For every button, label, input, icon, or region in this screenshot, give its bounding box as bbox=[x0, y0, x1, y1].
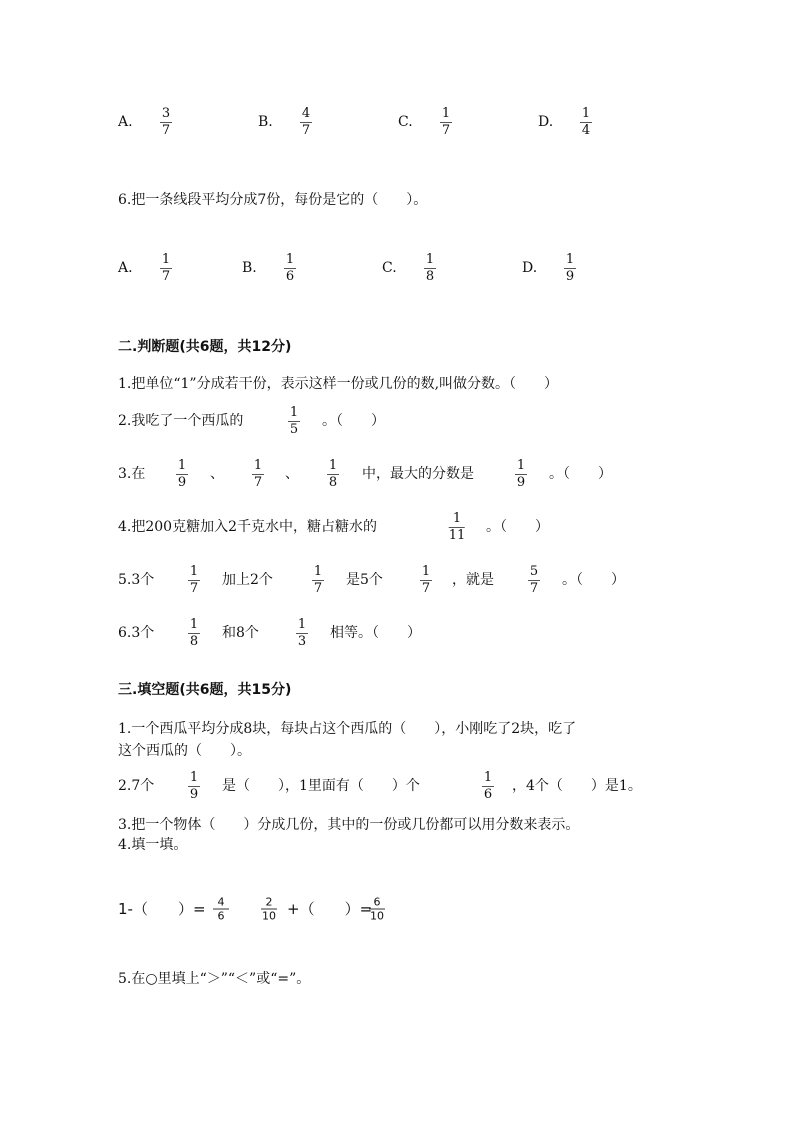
equation-text: +（ ）= bbox=[287, 900, 373, 918]
option-label: B. bbox=[258, 114, 273, 130]
fraction: 1 5 bbox=[289, 405, 299, 437]
question-text: 3.把一个物体（ ）分成几份，其中的一份或几份都可以用分数来表示。 bbox=[118, 817, 580, 833]
fraction: 1 9 bbox=[516, 458, 526, 490]
fraction: 2 10 bbox=[262, 895, 276, 923]
fraction: 1 9 bbox=[565, 252, 575, 284]
question-text: 6.3个 bbox=[118, 625, 155, 641]
fraction: 1 7 bbox=[313, 564, 323, 596]
fraction: 1 7 bbox=[421, 564, 431, 596]
section-heading: 二.判断题(共6题，共12分) bbox=[118, 339, 292, 355]
section-heading: 三.填空题(共6题，共15分) bbox=[118, 682, 292, 698]
question-text: 。（ ） bbox=[549, 466, 612, 482]
fraction: 1 6 bbox=[483, 770, 493, 802]
option-label: A. bbox=[118, 114, 133, 130]
question-text: 加上2个 bbox=[222, 572, 273, 588]
fraction: 1 7 bbox=[253, 458, 263, 490]
question-text: 5.在○里填上“＞”“＜”或“=”。 bbox=[118, 971, 311, 987]
fraction: 1 9 bbox=[177, 458, 187, 490]
question-text: 。（ ） bbox=[486, 519, 549, 535]
question-text: 2.7个 bbox=[118, 778, 155, 794]
fraction: 1 6 bbox=[285, 252, 295, 284]
question-text: 。（ ） bbox=[322, 413, 385, 429]
fraction: 1 8 bbox=[425, 252, 435, 284]
fraction: 4 6 bbox=[213, 897, 229, 922]
fraction: 1 7 bbox=[189, 564, 199, 596]
question-text: 2.我吃了一个西瓜的 bbox=[118, 413, 244, 429]
question-text: 3.在 bbox=[118, 466, 146, 482]
option-label: C. bbox=[382, 260, 397, 276]
option-label: D. bbox=[538, 114, 554, 130]
fraction: 1 11 bbox=[448, 511, 466, 543]
question-text: 4.填一填。 bbox=[118, 837, 188, 853]
option-label: D. bbox=[522, 260, 538, 276]
question-text: ，4个（ ）是1。 bbox=[512, 778, 642, 794]
separator: 、 bbox=[285, 466, 299, 482]
question-text: 1.一个西瓜平均分成8块，每块占这个西瓜的（ ），小刚吃了2块，吃了 bbox=[118, 721, 577, 737]
fraction: 5 7 bbox=[529, 564, 539, 596]
question-text: 这个西瓜的（ ）。 bbox=[118, 743, 251, 759]
fraction: 3 7 bbox=[161, 106, 171, 138]
option-label: C. bbox=[398, 114, 413, 130]
option-label: B. bbox=[242, 260, 257, 276]
equation-text: 1-（ ）= bbox=[118, 900, 206, 918]
question-text: 1.把单位“1”分成若干份，表示这样一份或几份的数,叫做分数。（ ） bbox=[118, 376, 559, 392]
fraction: 1 7 bbox=[441, 106, 451, 138]
fraction: 6 10 bbox=[370, 895, 384, 923]
fraction: 1 3 bbox=[297, 617, 307, 649]
question-text: 4.把200克糖加入2千克水中，糖占糖水的 bbox=[118, 519, 377, 535]
option-label: A. bbox=[118, 260, 133, 276]
question-text: 相等。（ ） bbox=[330, 625, 421, 641]
fraction: 1 8 bbox=[328, 458, 338, 490]
fraction: 1 9 bbox=[189, 770, 199, 802]
question-text: 是（ ），1里面有（ ）个 bbox=[222, 778, 420, 794]
question-text: 中，最大的分数是 bbox=[362, 466, 474, 482]
fraction: 1 7 bbox=[161, 252, 171, 284]
question-text: 。（ ） bbox=[562, 572, 625, 588]
fraction: 4 7 bbox=[301, 106, 311, 138]
question-text: 5.3个 bbox=[118, 572, 155, 588]
separator: 、 bbox=[210, 466, 224, 482]
question-text: 和8个 bbox=[222, 625, 259, 641]
question-text: 6.把一条线段平均分成7份，每份是它的（ ）。 bbox=[118, 192, 428, 208]
question-text: ，就是 bbox=[452, 572, 494, 588]
fraction: 1 4 bbox=[581, 106, 591, 138]
question-text: 是5个 bbox=[346, 572, 383, 588]
fraction: 1 8 bbox=[189, 617, 199, 649]
